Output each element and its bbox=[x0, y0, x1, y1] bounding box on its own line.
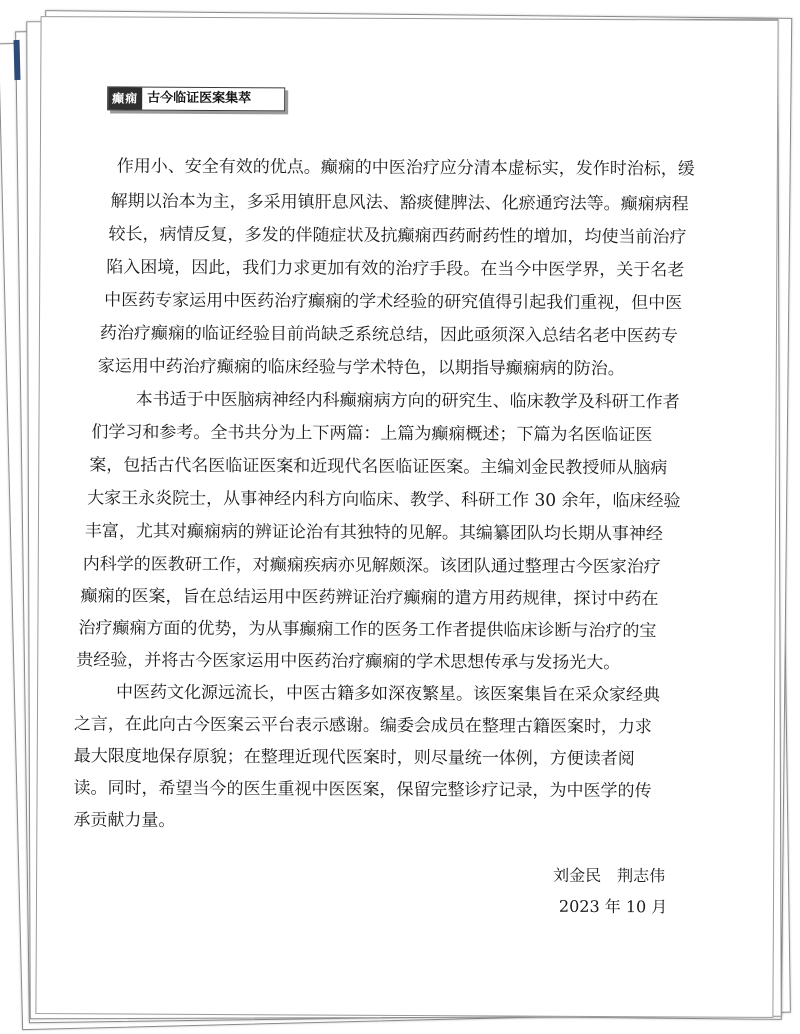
header-tag-dark: 癫痫 bbox=[108, 87, 142, 109]
book-cover-edge bbox=[14, 40, 21, 80]
text-line: 内科学的医教研工作，对癫痫疾病亦见解颇深。该团队通过整理古今医家治疗 bbox=[82, 554, 661, 578]
text-line: 读。同时，希望当今的医生重视中医医案，保留完整诊疗记录，为中医学的传 bbox=[73, 778, 652, 802]
text-line: 最大限度地保存原貌；在整理近现代医案时，则尽量统一体例，方便读者阅 bbox=[73, 746, 635, 770]
text-line: 陷入困境，因此，我们力求更加有效的治疗手段。在当今中医学界，关于名老 bbox=[106, 257, 685, 281]
text-line: 贵经验，并将古今医家运用中医药治疗癫痫的学术思想传承与发扬光大。 bbox=[76, 650, 621, 674]
text-line: 案，包括古代名医临证医案和近现代名医临证医案。主编刘金民教授师从脑病 bbox=[89, 455, 668, 479]
text-line: 药治疗癫痫的临证经验目前尚缺乏系统总结，因此亟须深入总结名老中医药专 bbox=[99, 323, 679, 347]
text-line: 中医药文化源远流长，中医古籍多如深夜繁星。该医案集旨在采众家经典 bbox=[116, 682, 661, 706]
text-line: 之言，在此向古今医案云平台表示感谢。编委会成员在整理古籍医案时，力求 bbox=[73, 714, 652, 738]
signature-date: 2023 年 10 月 bbox=[558, 896, 668, 917]
running-header bbox=[107, 86, 285, 111]
text-line: 作用小、安全有效的优点。癫痫的中医治疗应分清本虚标实，发作时治标，缓 bbox=[116, 156, 695, 180]
text-line: 治疗癫痫方面的优势，为从事癫痫工作的医务工作者提供临床诊断与治疗的宝 bbox=[78, 618, 657, 642]
text-line: 本书适于中医脑病神经内科癫痫病方向的研究生、临床教学及科研工作者 bbox=[135, 389, 680, 413]
text-line: 承贡献力量。 bbox=[73, 810, 176, 831]
page-sheet bbox=[35, 16, 778, 1018]
text-line: 们学习和参考。全书共分为上下两篇：上篇为癫痫概述；下篇为名医临证医 bbox=[91, 422, 653, 446]
text-line: 家运用中药治疗癫痫的临床经验与学术特色，以期指导癫痫病的防治。 bbox=[97, 356, 625, 380]
text-line: 解期以治本为主，多采用镇肝息风法、豁痰健脾法、化瘀通窍法等。癫痫病程 bbox=[110, 191, 689, 215]
text-line: 丰富，尤其对癫痫病的辨证论治有其独特的见解。其编纂团队均长期从事神经 bbox=[84, 521, 663, 545]
text-line: 癫痫的医案，旨在总结运用中医药辨证治疗癫痫的遣方用药规律，探讨中药在 bbox=[80, 586, 659, 610]
text-line: 中医药专家运用中医药治疗癫痫的学术经验的研究值得引起我们重视，但中医 bbox=[104, 290, 683, 314]
page-content bbox=[36, 17, 777, 1017]
signature-authors: 刘金民 荆志伟 bbox=[553, 865, 666, 886]
text-line: 较长，病情反复，多发的伴随症状及抗癫痫西药耐药性的增加，均使当前治疗 bbox=[108, 224, 687, 248]
header-tag-title: 古今临证医案集萃 bbox=[147, 90, 252, 107]
text-line: 大家王永炎院士，从事神经内科方向临床、教学、科研工作 30 余年，临床经验 bbox=[87, 488, 681, 512]
